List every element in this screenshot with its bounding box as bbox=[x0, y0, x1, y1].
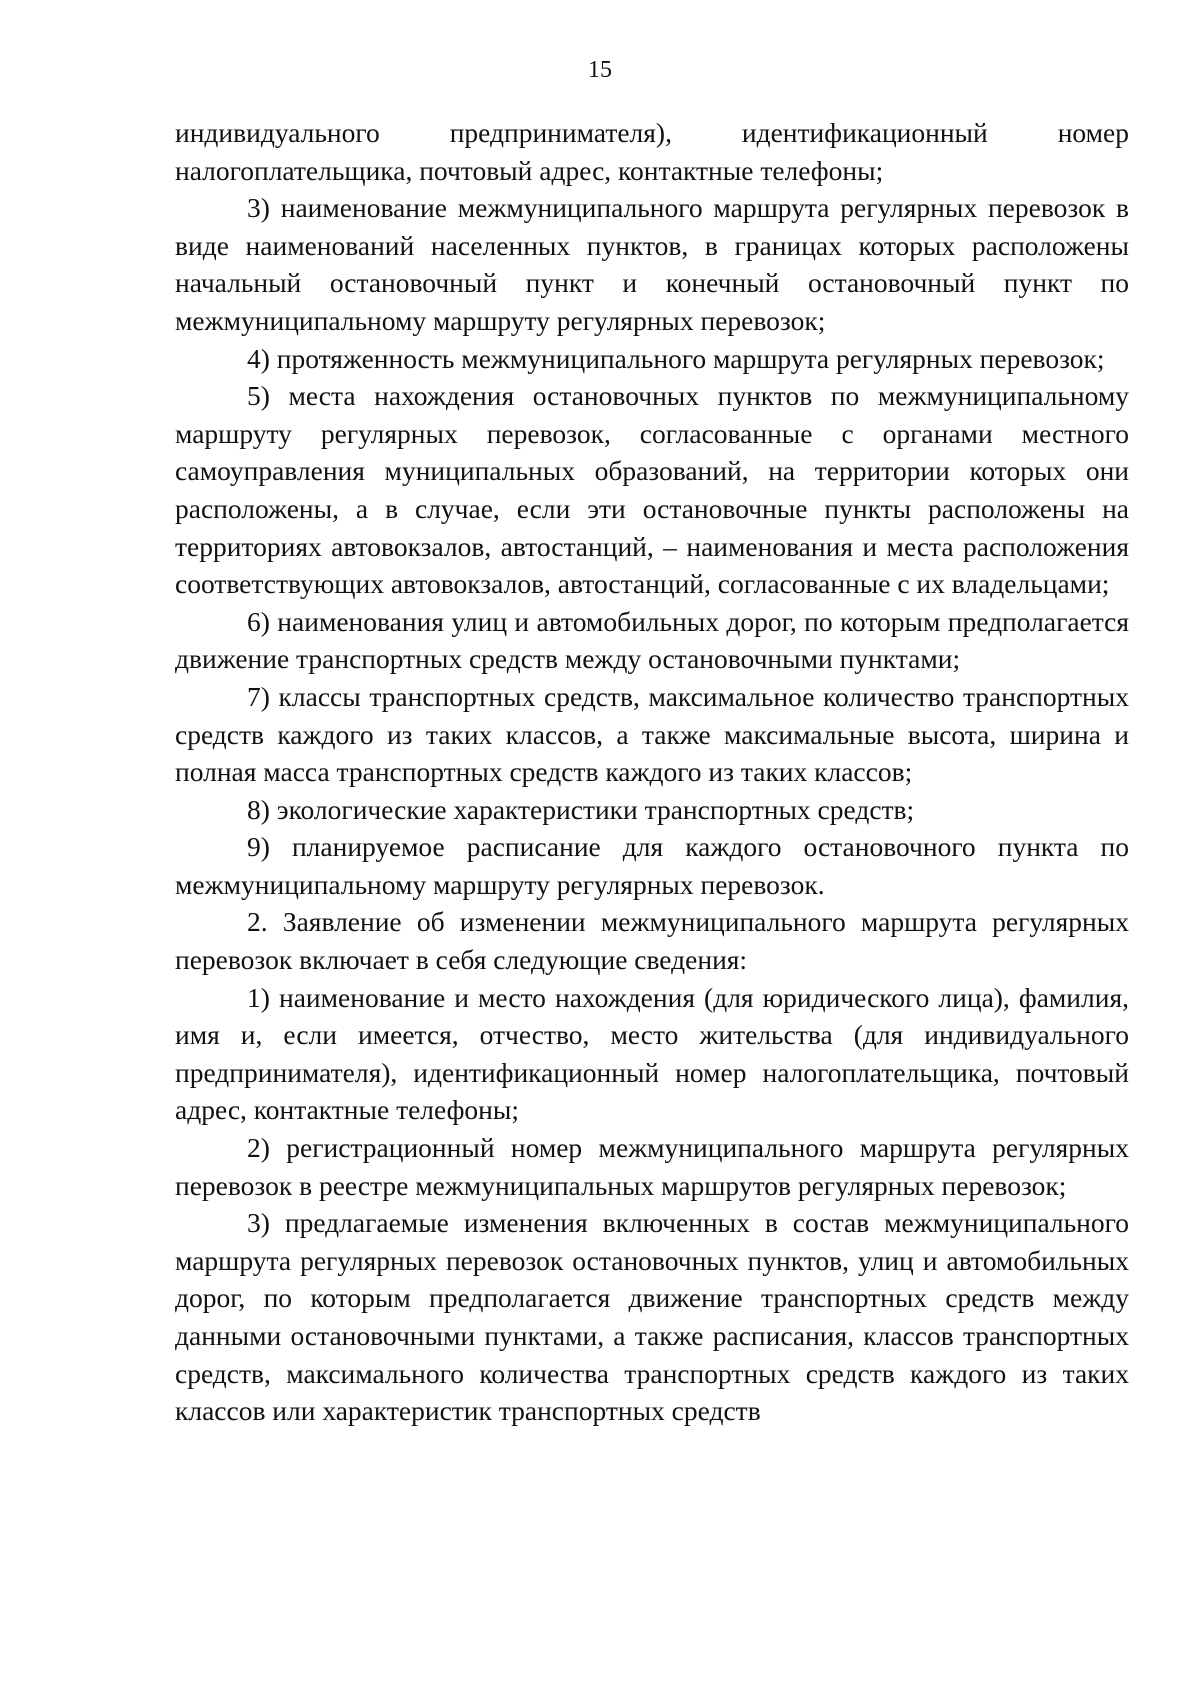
paragraph: 4) протяженность межмуниципального маршрута регулярных перевозок; bbox=[247, 342, 1105, 374]
paragraph: 2. Заявление об изменении межмуниципального маршрута регулярных перевозок включает в себя следующие сведения: bbox=[175, 906, 1129, 976]
paragraph: 3) наименование межмуниципального маршрута регулярных перевозок в виде наименований населенных пунктов, в границах которых расположены начальный остановочный пункт и конечный остановочный пункт по межмуниципальному маршруту регулярных перевозок; bbox=[175, 192, 1129, 336]
paragraph: индивидуального предпринимателя), идентификационный номер налогоплательщика, почтовый адрес, контактные телефоны; bbox=[175, 117, 1129, 186]
paragraph: 5) места нахождения остановочных пунктов по межмуниципальному маршруту регулярных перевозок, согласованные с органами местного самоуправления муниципальных образований, на территории которых они расположены, а в случае, если эти остановочные пункты расположены на территориях автовокзалов, автостанций, – наименования и места расположения соответствующих автовокзалов, автостанций, согласованные с их владельцами; bbox=[175, 380, 1129, 600]
paragraph: 1) наименование и место нахождения (для юридического лица), фамилия, имя и, если имеется, отчество, место жительства (для индивидуального предпринимателя), идентификационный номер налогоплательщика, почтовый адрес, контактные телефоны; bbox=[175, 981, 1129, 1126]
document-body bbox=[175, 114, 1129, 1430]
paragraph: 3) предлагаемые изменения включенных в состав межмуниципального маршрута регулярных перевозок остановочных пунктов, улиц и автомобильных дорог, по которым предполагается движение транспортных средств между данными остановочными пунктами, а также расписания, классов транспортных средств, максимального количества транспортных средств каждого из таких классов или характеристик транспортных средств bbox=[175, 1207, 1129, 1427]
paragraph: 7) классы транспортных средств, максимальное количество транспортных средств каждого из таких классов, а также максимальные высота, ширина и полная масса транспортных средств каждого из таких классов; bbox=[175, 680, 1129, 788]
paragraph: 9) планируемое расписание для каждого остановочного пункта по межмуниципальному маршруту регулярных перевозок. bbox=[175, 831, 1129, 900]
paragraph: 8) экологические характеристики транспортных средств; bbox=[247, 793, 915, 825]
paragraph: 2) регистрационный номер межмуниципального маршрута регулярных перевозок в реестре межмуниципальных маршрутов регулярных перевозок; bbox=[175, 1132, 1129, 1201]
page-number: 15 bbox=[588, 57, 612, 83]
paragraph: 6) наименования улиц и автомобильных дорог, по которым предполагается движение транспортных средств между остановочными пунктами; bbox=[175, 605, 1129, 675]
